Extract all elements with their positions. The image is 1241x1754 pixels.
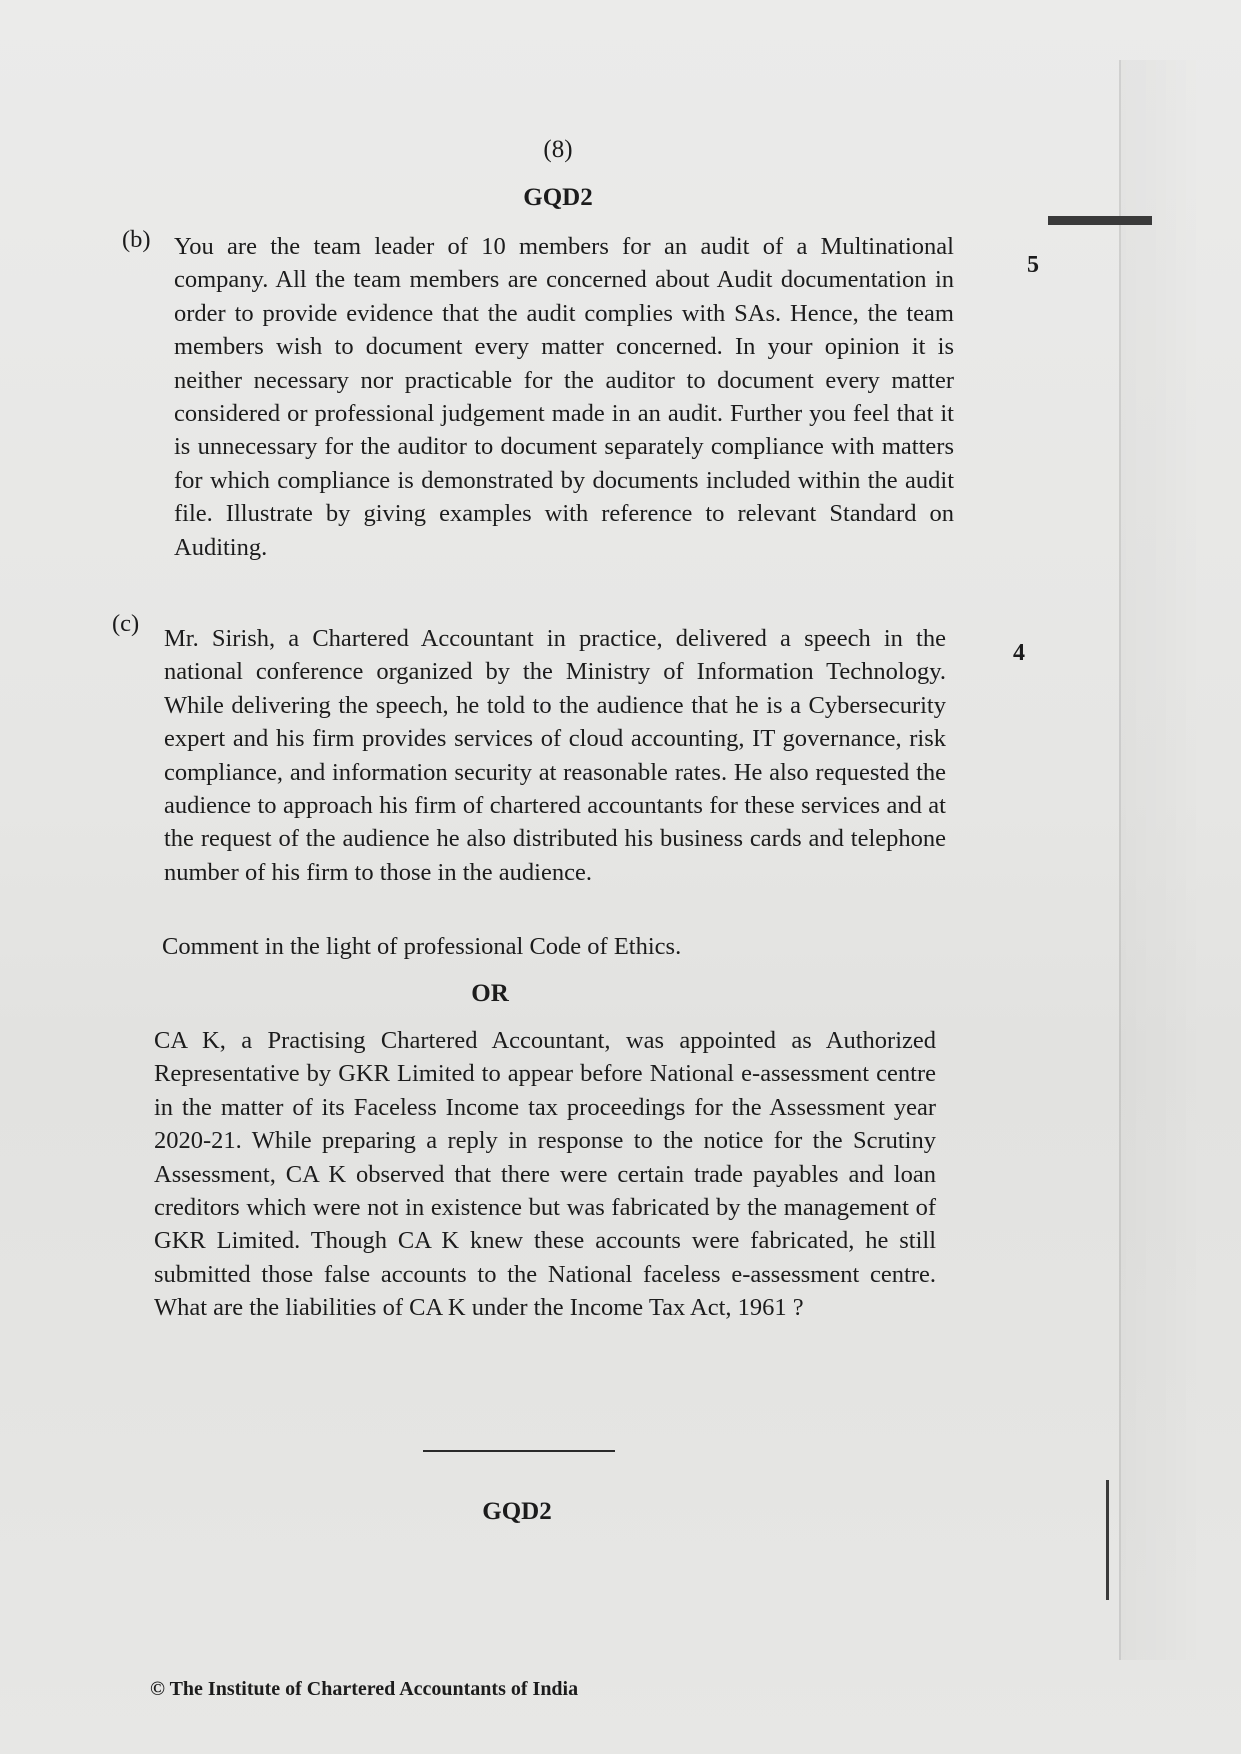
edge-mark <box>1048 216 1152 225</box>
edge-mark <box>1106 1480 1109 1600</box>
copyright-notice: © The Institute of Chartered Accountants of India <box>150 1678 579 1700</box>
question-label: (b) <box>122 226 151 253</box>
end-divider <box>423 1450 615 1452</box>
alternative-question-text: CA K, a Practising Chartered Accountant, was appointed as Authorized Representative by GKR Limited to appear before National e-assessment centre in the matter of its Faceless Income tax proceedings for the Assessment year 2020-21. While preparing a reply in response to the notice for the Scrutiny Assessment, CA K observed that there were certain trade payables and loan creditors which were not in existence but was fabricated by the management of GKR Limited. Though CA K knew these accounts were fabricated, he still submitted those false accounts to the National faceless e-assessment centre. What are the liabilities of CA K under the Income Tax Act, 1961 ? <box>154 1027 936 1322</box>
page-number: (8) <box>543 136 573 163</box>
paper-code-footer: GQD2 <box>482 1498 552 1525</box>
or-separator: OR <box>471 980 509 1007</box>
paper-code-header: GQD2 <box>523 184 593 211</box>
question-marks: 4 <box>1013 640 1025 666</box>
question-marks: 5 <box>1027 252 1039 278</box>
question-text: Mr. Sirish, a Chartered Accountant in practice, delivered a speech in the national conference organized by the Ministry of Information Technology. While delivering the speech, he told to the audience that he is a Cybersecurity expert and his firm provides services of cloud accounting, IT governance, risk compliance, and information security at reasonable rates. He also requested the audience to approach his firm of chartered accountants for these services and at the request of the audience he also distributed his business cards and telephone number of his firm to those in the audience. <box>164 625 946 886</box>
question-label: (c) <box>112 610 140 637</box>
question-text: You are the team leader of 10 members for an audit of a Multinational company. All the team members are concerned about Audit documentation in order to provide evidence that the audit complies with SAs. Hence, the team members wish to document every matter concerned. In your opinion it is neither necessary nor practicable for the auditor to document every matter considered or professional judgement made in an audit. Further you feel that it is unnecessary for the auditor to document separately compliance with matters for which compliance is demonstrated by documents included within the audit file. Illustrate by giving examples with reference to relevant Standard on Auditing. <box>174 233 954 561</box>
question-instruction: Comment in the light of professional Code of Ethics. <box>162 933 682 960</box>
torn-page-edge <box>1119 60 1201 1660</box>
